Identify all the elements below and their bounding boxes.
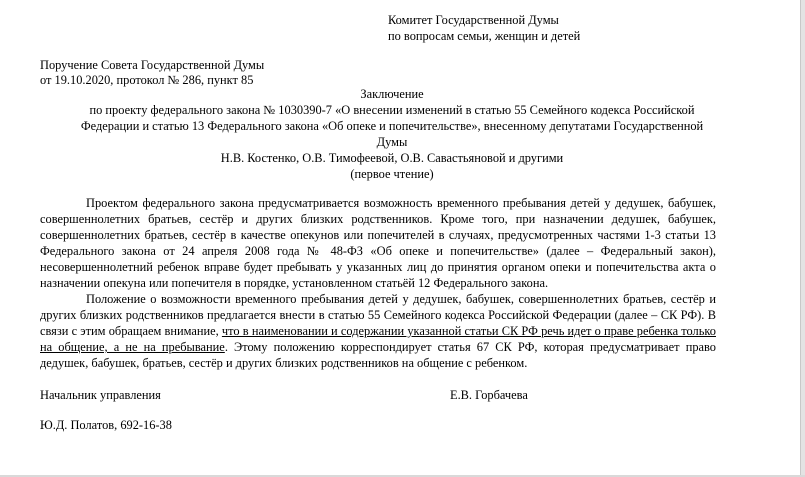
paragraph-2-end: . Этому положению корреспондирует статья 67 СК РФ, которая предусматривает право дедушек, бабушек, братьев, сестёр и других близких родственников на общение с ребенком. bbox=[40, 340, 716, 370]
document-title-block bbox=[40, 86, 744, 182]
document-heading: Заключение bbox=[360, 87, 424, 101]
document-body bbox=[40, 195, 716, 371]
executor-contact: Ю.Д. Полатов, 692-16-38 bbox=[40, 418, 172, 432]
body-paragraph-2 bbox=[40, 291, 716, 371]
instruction-line1: Поручение Совета Государственной Думы bbox=[40, 58, 265, 72]
instruction-line2: от 19.10.2020, протокол № 286, пункт 85 bbox=[40, 73, 254, 87]
title-reading: (первое чтение) bbox=[350, 167, 434, 181]
window-right-border bbox=[800, 0, 805, 477]
underlined-remark: что в наименовании и содержании указанной статьи СК РФ речь идет о праве ребенка только на общение, а не на пребывание bbox=[40, 324, 716, 354]
body-paragraph-1: Проектом федерального закона предусматривается возможность временного пребывания детей у дедушек, бабушек, совершеннолетних братьев, сестёр и других близких родственников. Кроме того, при назначении дедушек, бабушек, совершеннолетних братьев, сестёр в качестве опекунов или попечителей в случаях, предусмотренных частями 1-3 статьи 13 Федерального закона от 24 апреля 2008 года № 48-ФЗ «Об опеке и попечительстве» (далее – Федеральный закон), несовершеннолетний ребенок вправе будет пребывать у указанных лиц до принятия органом опеки и попечительства акта о назначении опекуна или попечителя в порядке, установленном статьёй 12 Федерального закона. bbox=[40, 196, 716, 290]
title-authors: Н.В. Костенко, О.В. Тимофеевой, О.В. Савастьяновой и другими bbox=[220, 151, 564, 165]
title-line-2: Федерации и статью 13 Федерального закона «Об опеке и попечительстве», внесенному депутатами Государственной bbox=[80, 119, 704, 133]
committee-name-line1: Комитет Государственной Думы bbox=[388, 13, 559, 27]
title-line-1: по проекту федерального закона № 1030390-7 «О внесении изменений в статью 55 Семейного кодекса Российской bbox=[89, 103, 695, 117]
title-line-3: Думы bbox=[376, 135, 408, 149]
signature-position: Начальник управления bbox=[40, 388, 161, 402]
paragraph-2-start: Положение о возможности временного пребывания детей у дедушек, бабушек, совершеннолетних братьев, сестёр и других близких родственников предлагается внести в статью 55 Семейного кодекса Российской Федерации (далее – СК РФ). В связи с этим обращаем внимание, bbox=[40, 292, 716, 338]
committee-name-line2: по вопросам семьи, женщин и детей bbox=[388, 29, 581, 43]
signature-name: Е.В. Горбачева bbox=[450, 388, 528, 402]
